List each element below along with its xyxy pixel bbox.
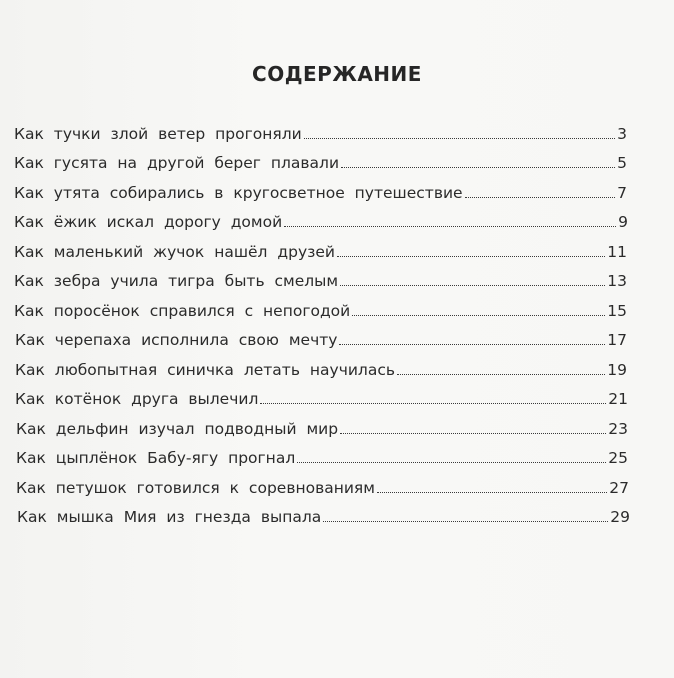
toc-entry-title: Как гусята на другой берег плавали [14,154,340,172]
dot-leader [284,226,616,227]
toc-entry [0,469,674,499]
toc-entry-title: Как дельфин изучал подводный мир [16,419,339,438]
table-of-contents [0,115,674,528]
toc-entry [0,204,674,234]
toc-entry-page: 7 [617,183,627,202]
dot-leader [377,492,607,493]
toc-entry-page: 11 [607,242,627,261]
toc-entry [0,145,674,175]
toc-entry-title: Как ёжик искал дорогу домой [14,213,283,231]
toc-entry-title: Как любопытная синичка летать научилась [15,360,395,379]
toc-entry-page: 29 [610,508,630,526]
dot-leader [397,374,605,375]
toc-entry-title: Как цыплёнок Бабу-ягу прогнал [16,449,296,467]
toc-entry [0,499,674,529]
toc-entry-title: Как поросёнок справился с непогодой [14,301,351,320]
toc-entry-page: 9 [618,213,628,231]
toc-entry [0,174,674,204]
dot-leader [260,403,606,404]
toc-entry [0,322,674,352]
toc-entry-title: Как маленький жучок нашёл друзей [14,242,335,261]
toc-entry-title: Как тучки злой ветер прогоняли [14,124,302,143]
toc-entry-page: 27 [609,478,629,497]
toc-entry-title: Как черепаха исполнила свою мечту [15,331,338,349]
toc-entry [0,381,674,411]
dot-leader [337,256,605,257]
toc-entry-page: 21 [608,390,628,408]
toc-entry-page: 13 [607,272,627,290]
dot-leader [465,197,616,198]
toc-entry-page: 15 [607,301,627,320]
toc-entry-page: 23 [608,419,628,438]
dot-leader [341,167,615,168]
toc-entry-title: Как мышка Мия из гнезда выпала [17,508,322,526]
toc-entry-title: Как котёнок друга вылечил [15,390,259,408]
toc-entry-page: 3 [617,124,627,143]
toc-entry [0,410,674,440]
dot-leader [339,344,605,345]
dot-leader [323,521,608,522]
toc-entry-page: 19 [607,360,627,379]
toc-entry-title: Как петушок готовился к соревнованиям [16,478,375,497]
toc-entry [0,351,674,381]
dot-leader [297,462,606,463]
toc-entry-title: Как зебра учила тигра быть смелым [14,272,339,290]
toc-entry-page: 17 [607,331,627,349]
toc-entry-page: 25 [608,449,628,467]
dot-leader [340,433,606,434]
toc-entry [0,115,674,145]
toc-entry [0,263,674,293]
toc-entry [0,233,674,263]
page-title: СОДЕРЖАНИЕ [252,62,422,86]
dot-leader [340,285,605,286]
toc-entry [0,292,674,322]
toc-entry-page: 5 [617,154,627,172]
dot-leader [352,315,605,316]
toc-entry-title: Как утята собирались в кругосветное путешествие [14,183,463,202]
dot-leader [304,138,615,139]
toc-entry [0,440,674,470]
